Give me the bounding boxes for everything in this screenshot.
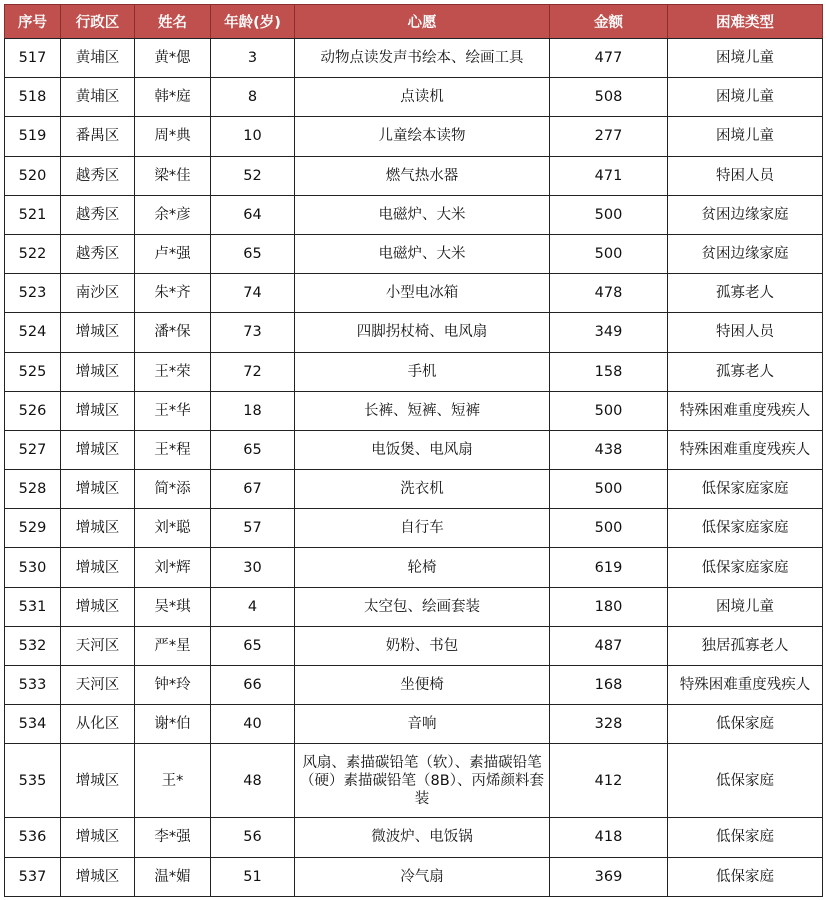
cell-amount: 500	[550, 509, 668, 548]
cell-hardship-type: 低保家庭	[668, 744, 823, 818]
cell-amount: 500	[550, 234, 668, 273]
cell-district: 增城区	[61, 509, 135, 548]
cell-serial-no: 524	[5, 313, 61, 352]
cell-age: 65	[211, 430, 295, 469]
cell-wish: 电磁炉、大米	[295, 195, 550, 234]
cell-wish: 电磁炉、大米	[295, 234, 550, 273]
cell-name: 朱*齐	[135, 274, 211, 313]
table-row	[5, 509, 823, 548]
table-row	[5, 274, 823, 313]
cell-amount: 508	[550, 78, 668, 117]
cell-amount: 487	[550, 626, 668, 665]
table-row	[5, 818, 823, 857]
cell-district: 增城区	[61, 352, 135, 391]
cell-wish: 奶粉、书包	[295, 626, 550, 665]
cell-amount: 438	[550, 430, 668, 469]
cell-name: 王*程	[135, 430, 211, 469]
cell-amount: 412	[550, 744, 668, 818]
cell-serial-no: 523	[5, 274, 61, 313]
cell-name: 王*	[135, 744, 211, 818]
table-row	[5, 313, 823, 352]
cell-hardship-type: 困境儿童	[668, 39, 823, 78]
cell-name: 吴*琪	[135, 587, 211, 626]
cell-serial-no: 535	[5, 744, 61, 818]
cell-name: 王*荣	[135, 352, 211, 391]
cell-district: 越秀区	[61, 234, 135, 273]
cell-hardship-type: 贫困边缘家庭	[668, 195, 823, 234]
cell-wish: 自行车	[295, 509, 550, 548]
cell-serial-no: 533	[5, 666, 61, 705]
cell-age: 4	[211, 587, 295, 626]
cell-wish: 洗衣机	[295, 470, 550, 509]
table-body	[5, 39, 823, 897]
cell-amount: 418	[550, 818, 668, 857]
cell-amount: 277	[550, 117, 668, 156]
cell-district: 南沙区	[61, 274, 135, 313]
cell-serial-no: 518	[5, 78, 61, 117]
cell-district: 增城区	[61, 818, 135, 857]
table-row	[5, 195, 823, 234]
cell-district: 天河区	[61, 666, 135, 705]
cell-district: 天河区	[61, 626, 135, 665]
table-row	[5, 744, 823, 818]
cell-wish: 太空包、绘画套装	[295, 587, 550, 626]
cell-hardship-type: 孤寡老人	[668, 274, 823, 313]
cell-name: 谢*伯	[135, 705, 211, 744]
cell-hardship-type: 低保家庭	[668, 705, 823, 744]
cell-serial-no: 532	[5, 626, 61, 665]
cell-hardship-type: 低保家庭家庭	[668, 548, 823, 587]
cell-district: 增城区	[61, 313, 135, 352]
cell-amount: 328	[550, 705, 668, 744]
header-age: 年龄(岁)	[211, 5, 295, 39]
cell-amount: 477	[550, 39, 668, 78]
wish-table	[4, 4, 823, 897]
cell-age: 40	[211, 705, 295, 744]
header-district: 行政区	[61, 5, 135, 39]
table-header-row	[5, 5, 823, 39]
cell-name: 严*星	[135, 626, 211, 665]
cell-name: 简*添	[135, 470, 211, 509]
cell-age: 57	[211, 509, 295, 548]
cell-name: 王*华	[135, 391, 211, 430]
table-row	[5, 352, 823, 391]
cell-wish: 小型电冰箱	[295, 274, 550, 313]
table-row	[5, 78, 823, 117]
cell-hardship-type: 特困人员	[668, 156, 823, 195]
cell-district: 番禺区	[61, 117, 135, 156]
cell-serial-no: 521	[5, 195, 61, 234]
cell-serial-no: 522	[5, 234, 61, 273]
cell-wish: 坐便椅	[295, 666, 550, 705]
cell-wish: 轮椅	[295, 548, 550, 587]
cell-wish: 长裤、短裤、短裤	[295, 391, 550, 430]
cell-name: 潘*保	[135, 313, 211, 352]
cell-age: 51	[211, 857, 295, 896]
cell-district: 增城区	[61, 744, 135, 818]
cell-name: 李*强	[135, 818, 211, 857]
cell-serial-no: 536	[5, 818, 61, 857]
cell-district: 增城区	[61, 548, 135, 587]
cell-age: 48	[211, 744, 295, 818]
cell-hardship-type: 特困人员	[668, 313, 823, 352]
cell-wish: 音响	[295, 705, 550, 744]
cell-hardship-type: 低保家庭	[668, 857, 823, 896]
table-row	[5, 470, 823, 509]
wish-table-container	[4, 4, 822, 897]
header-hardship-type: 困难类型	[668, 5, 823, 39]
table-row	[5, 857, 823, 896]
cell-age: 72	[211, 352, 295, 391]
cell-serial-no: 528	[5, 470, 61, 509]
cell-age: 65	[211, 234, 295, 273]
cell-serial-no: 519	[5, 117, 61, 156]
cell-wish: 冷气扇	[295, 857, 550, 896]
header-serial-no: 序号	[5, 5, 61, 39]
cell-name: 黄*偲	[135, 39, 211, 78]
cell-amount: 500	[550, 195, 668, 234]
cell-name: 卢*强	[135, 234, 211, 273]
table-row	[5, 117, 823, 156]
cell-hardship-type: 孤寡老人	[668, 352, 823, 391]
cell-hardship-type: 低保家庭	[668, 818, 823, 857]
cell-name: 刘*辉	[135, 548, 211, 587]
cell-district: 增城区	[61, 857, 135, 896]
cell-age: 52	[211, 156, 295, 195]
table-row	[5, 156, 823, 195]
cell-serial-no: 530	[5, 548, 61, 587]
cell-age: 3	[211, 39, 295, 78]
cell-district: 越秀区	[61, 156, 135, 195]
cell-hardship-type: 独居孤寡老人	[668, 626, 823, 665]
cell-age: 73	[211, 313, 295, 352]
cell-age: 66	[211, 666, 295, 705]
cell-amount: 471	[550, 156, 668, 195]
table-row	[5, 391, 823, 430]
cell-amount: 500	[550, 470, 668, 509]
cell-serial-no: 531	[5, 587, 61, 626]
table-row	[5, 705, 823, 744]
cell-wish: 电饭煲、电风扇	[295, 430, 550, 469]
header-name: 姓名	[135, 5, 211, 39]
cell-amount: 158	[550, 352, 668, 391]
cell-serial-no: 517	[5, 39, 61, 78]
cell-amount: 500	[550, 391, 668, 430]
cell-serial-no: 525	[5, 352, 61, 391]
table-row	[5, 39, 823, 78]
table-row	[5, 587, 823, 626]
cell-district: 增城区	[61, 587, 135, 626]
cell-hardship-type: 贫困边缘家庭	[668, 234, 823, 273]
cell-name: 钟*玲	[135, 666, 211, 705]
cell-name: 刘*聪	[135, 509, 211, 548]
cell-district: 黄埔区	[61, 78, 135, 117]
cell-serial-no: 537	[5, 857, 61, 896]
cell-wish: 微波炉、电饭锅	[295, 818, 550, 857]
cell-hardship-type: 特殊困难重度残疾人	[668, 666, 823, 705]
cell-age: 10	[211, 117, 295, 156]
cell-wish: 四脚拐杖椅、电风扇	[295, 313, 550, 352]
cell-amount: 349	[550, 313, 668, 352]
cell-age: 30	[211, 548, 295, 587]
table-row	[5, 626, 823, 665]
cell-wish: 风扇、素描碳铅笔（软）、素描碳铅笔（硬）素描碳铅笔（8B）、丙烯颜料套装	[295, 744, 550, 818]
cell-wish: 手机	[295, 352, 550, 391]
cell-serial-no: 527	[5, 430, 61, 469]
cell-wish: 燃气热水器	[295, 156, 550, 195]
cell-amount: 478	[550, 274, 668, 313]
cell-amount: 168	[550, 666, 668, 705]
cell-wish: 儿童绘本读物	[295, 117, 550, 156]
cell-age: 18	[211, 391, 295, 430]
cell-serial-no: 520	[5, 156, 61, 195]
cell-hardship-type: 特殊困难重度残疾人	[668, 391, 823, 430]
cell-name: 周*典	[135, 117, 211, 156]
cell-serial-no: 529	[5, 509, 61, 548]
cell-name: 梁*佳	[135, 156, 211, 195]
cell-age: 56	[211, 818, 295, 857]
cell-hardship-type: 困境儿童	[668, 587, 823, 626]
cell-serial-no: 526	[5, 391, 61, 430]
cell-age: 65	[211, 626, 295, 665]
cell-name: 韩*庭	[135, 78, 211, 117]
cell-age: 8	[211, 78, 295, 117]
cell-wish: 动物点读发声书绘本、绘画工具	[295, 39, 550, 78]
table-row	[5, 430, 823, 469]
cell-amount: 619	[550, 548, 668, 587]
cell-age: 74	[211, 274, 295, 313]
cell-serial-no: 534	[5, 705, 61, 744]
header-amount: 金额	[550, 5, 668, 39]
table-row	[5, 234, 823, 273]
cell-hardship-type: 困境儿童	[668, 117, 823, 156]
cell-district: 黄埔区	[61, 39, 135, 78]
table-row	[5, 548, 823, 587]
cell-wish: 点读机	[295, 78, 550, 117]
cell-district: 越秀区	[61, 195, 135, 234]
cell-name: 余*彦	[135, 195, 211, 234]
cell-age: 64	[211, 195, 295, 234]
cell-hardship-type: 低保家庭家庭	[668, 470, 823, 509]
cell-amount: 180	[550, 587, 668, 626]
cell-district: 增城区	[61, 391, 135, 430]
cell-hardship-type: 低保家庭家庭	[668, 509, 823, 548]
cell-name: 温*媚	[135, 857, 211, 896]
table-row	[5, 666, 823, 705]
cell-age: 67	[211, 470, 295, 509]
cell-hardship-type: 特殊困难重度残疾人	[668, 430, 823, 469]
header-wish: 心愿	[295, 5, 550, 39]
cell-district: 增城区	[61, 470, 135, 509]
cell-amount: 369	[550, 857, 668, 896]
cell-district: 从化区	[61, 705, 135, 744]
cell-district: 增城区	[61, 430, 135, 469]
cell-hardship-type: 困境儿童	[668, 78, 823, 117]
